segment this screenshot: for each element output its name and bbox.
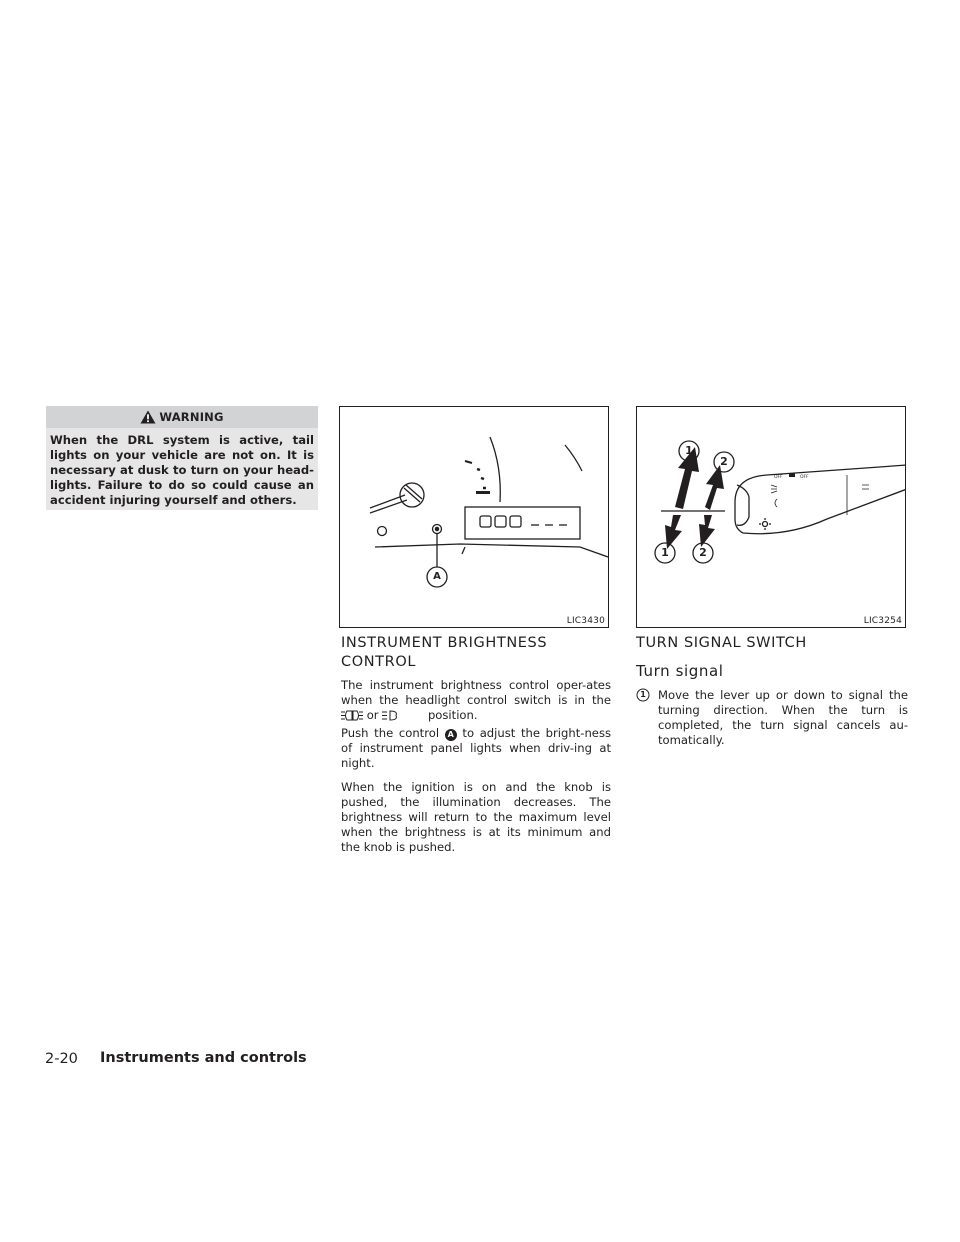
brightness-heading-line2: CONTROL <box>341 654 417 670</box>
brightness-p1-end: position. <box>427 708 478 722</box>
warning-triangle-icon <box>140 410 156 424</box>
brightness-paragraph-3: When the ignition is on and the knob is pushed, the illumination decreases. The brightness will return to the maximum level when the brightness is at its minimum and the knob is pushed. <box>341 780 611 854</box>
figure-id: LIC3254 <box>863 616 902 626</box>
callout-a-label: A <box>433 571 441 582</box>
turn-signal-item-text: Move the lever up or down to signal the turning direction. When the turn is completed, the turn signal cancels au-tomatically. <box>658 688 908 747</box>
brightness-heading-line1: INSTRUMENT BRIGHTNESS <box>341 635 548 651</box>
instrument-panel-illustration-icon <box>340 407 609 628</box>
brightness-paragraph-2 <box>341 726 611 771</box>
warning-header <box>46 406 318 428</box>
brightness-heading <box>341 634 547 672</box>
brightness-p1-start: The instrument brightness control oper-ates when the headlight control switch is in the <box>341 678 611 707</box>
arrow-label-up-1: 1 <box>685 444 693 457</box>
brightness-p1-or: or <box>366 708 379 722</box>
arrow-label-down-2: 2 <box>699 546 707 559</box>
parking-light-icon <box>341 710 363 721</box>
control-a-badge: A <box>445 729 457 741</box>
arrow-label-down-1: 1 <box>661 546 669 559</box>
item-marker <box>636 688 650 702</box>
warning-label: WARNING <box>159 410 224 424</box>
switch-off-label-1: OFF <box>774 475 783 480</box>
turn-signal-figure <box>636 406 906 628</box>
turn-signal-lever-illustration-icon <box>637 407 906 628</box>
turn-signal-heading: TURN SIGNAL SWITCH <box>636 635 807 651</box>
turn-signal-item <box>636 688 908 748</box>
warning-box <box>46 406 318 510</box>
headlight-icon <box>382 710 398 721</box>
warning-text: When the DRL system is active, tail lights on your vehicle are not on. It is necessary at dusk to turn on your head-lights. Failure to do so could cause an accident injuring yourself and others. <box>50 433 314 507</box>
brightness-paragraph-1 <box>341 678 611 723</box>
item-marker-number: 1 <box>640 690 646 699</box>
turn-signal-subheading: Turn signal <box>636 662 724 680</box>
instrument-panel-figure <box>339 406 609 628</box>
page-number: 2-20 <box>45 1051 78 1067</box>
brightness-p2-end: to adjust the bright-ness of instrument panel lights when driv-ing at night. <box>341 726 612 770</box>
figure-id: LIC3430 <box>566 616 605 626</box>
section-title: Instruments and controls <box>100 1050 307 1066</box>
brightness-p2-start: Push the control <box>341 726 440 740</box>
arrow-label-up-2: 2 <box>720 455 728 468</box>
switch-off-label-2: OFF <box>800 475 809 480</box>
